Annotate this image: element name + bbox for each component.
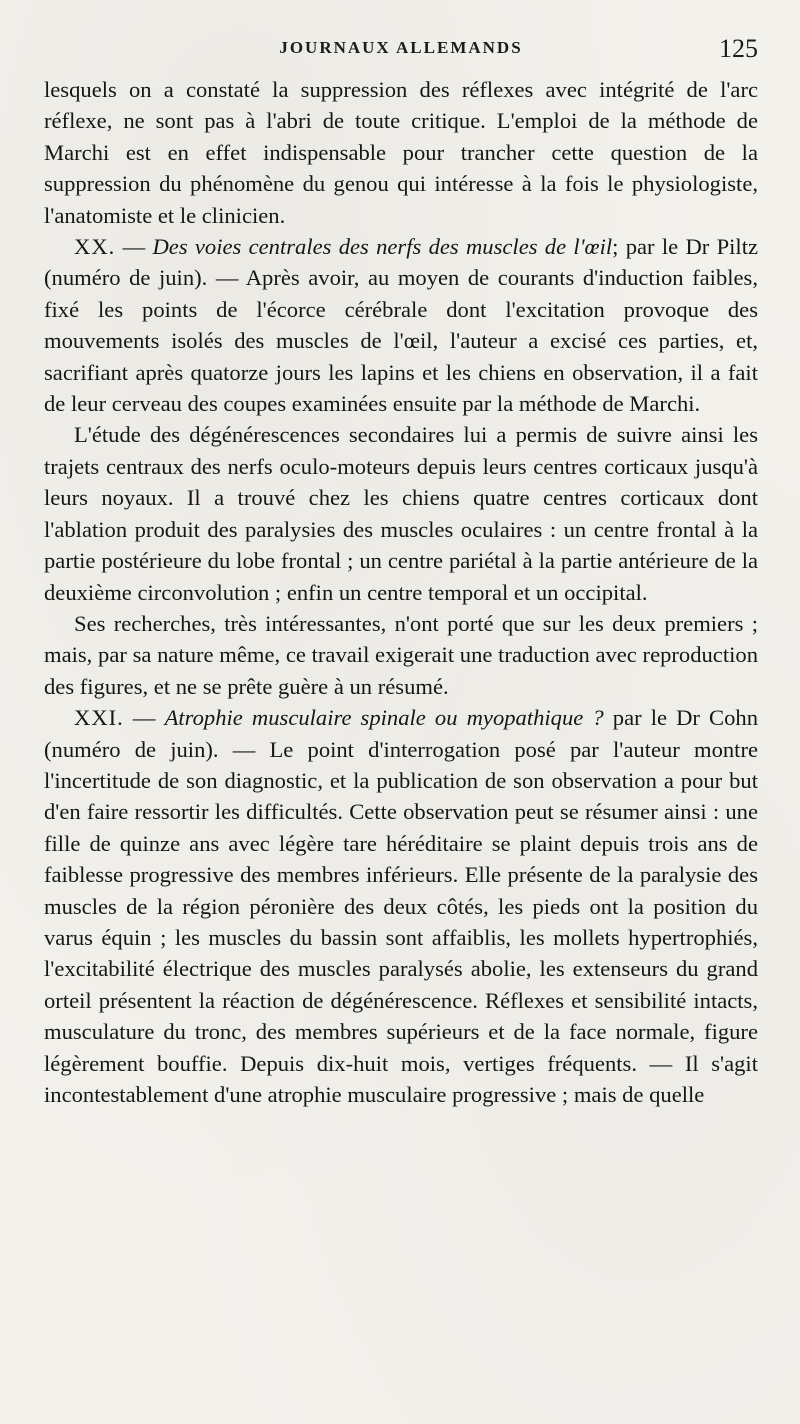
paragraph-text: L'étude des dégénérescences secondaires lui a permis de suivre ainsi les trajets centraux des nerfs oculo-moteurs depuis leurs centres corticaux jusqu'à leurs noyaux. Il a trouvé chez les chiens quatre centres corticaux dont l'ablation produit des paralysies des muscles oculaires : un centre frontal à la partie postérieure du lobe frontal ; un centre pariétal à la partie antérieure de la deuxième circonvolution ; enfin un centre temporal et un occipital. xyxy=(44,422,758,605)
page-number: 125 xyxy=(719,34,758,63)
section-title: Atrophie musculaire spinale ou myopathique ? xyxy=(164,705,604,731)
section-dash: — xyxy=(115,234,153,260)
section-text: par le Dr Cohn (numéro de juin). — Le point d'interrogation posé par l'auteur montre l'incertitude de son diagnostic, et la publication de son observation a pour but d'en faire ressortir les difficultés. Cette observation peut se résumer ainsi : une fille de quinze ans avec légère tare héréditaire se plaint depuis trois ans de faiblesse progressive des membres inférieurs. Elle présente de la paralysie des muscles de la région péronière des deux côtés, les pieds ont la position du varus équin ; les muscles du bassin sont affaiblis, les mollets hypertrophiés, l'excitabilité électrique des muscles paralysés abolie, les extenseurs du grand orteil présentent la réaction de dégénérescence. Réflexes et sensibilité intacts, musculature du tronc, des membres supérieurs et de la face normale, figure légèrement bouffie. Depuis dix-huit mois, vertiges fréquents. — Il s'agit incontestablement d'une atrophie musculaire progressive ; mais de quelle xyxy=(44,705,759,1107)
section-text: ; par le Dr Piltz (numéro de juin). — Après avoir, au moyen de courants d'induction faibles, fixé les points de l'écorce cérébrale dont l'excitation provoque des mouvements isolés des muscles de l'œil, l'auteur a excisé ces parties, et, sacrifiant après quatorze jours les lapins et les chiens en observation, il a fait de leur cerveau des coupes examinées ensuite par la méthode de Marchi. xyxy=(44,234,758,417)
section-number: XX. xyxy=(74,234,116,260)
paragraph-text: lesquels on a constaté la suppression des réflexes avec intégrité de l'arc réflexe, ne sont pas à l'abri de toute critique. L'emploi de la méthode de Marchi est en effet indispensable pour trancher cette question de la suppression du phénomène du genou qui intéresse à la fois le physiologiste, l'anatomiste et le clinicien. xyxy=(44,77,758,228)
paragraph xyxy=(44,608,758,702)
section-title: Des voies centrales des nerfs des muscles de l'œil xyxy=(152,234,613,260)
running-title: JOURNAUX ALLEMANDS xyxy=(279,38,523,57)
paragraph-text: Ses recherches, très intéressantes, n'ont porté que sur les deux premiers ; mais, par sa nature même, ce travail exigerait une traduction avec reproduction des figures, et ne se prête guère à un résumé. xyxy=(44,610,758,699)
section-xxi xyxy=(44,702,758,1110)
section-number: XXI. xyxy=(74,705,124,731)
section-dash: — xyxy=(123,705,165,731)
section-xx xyxy=(44,231,758,419)
paragraph xyxy=(44,419,758,607)
paragraph-continuation xyxy=(44,74,758,231)
running-head xyxy=(44,34,758,74)
body-text xyxy=(44,74,758,1110)
